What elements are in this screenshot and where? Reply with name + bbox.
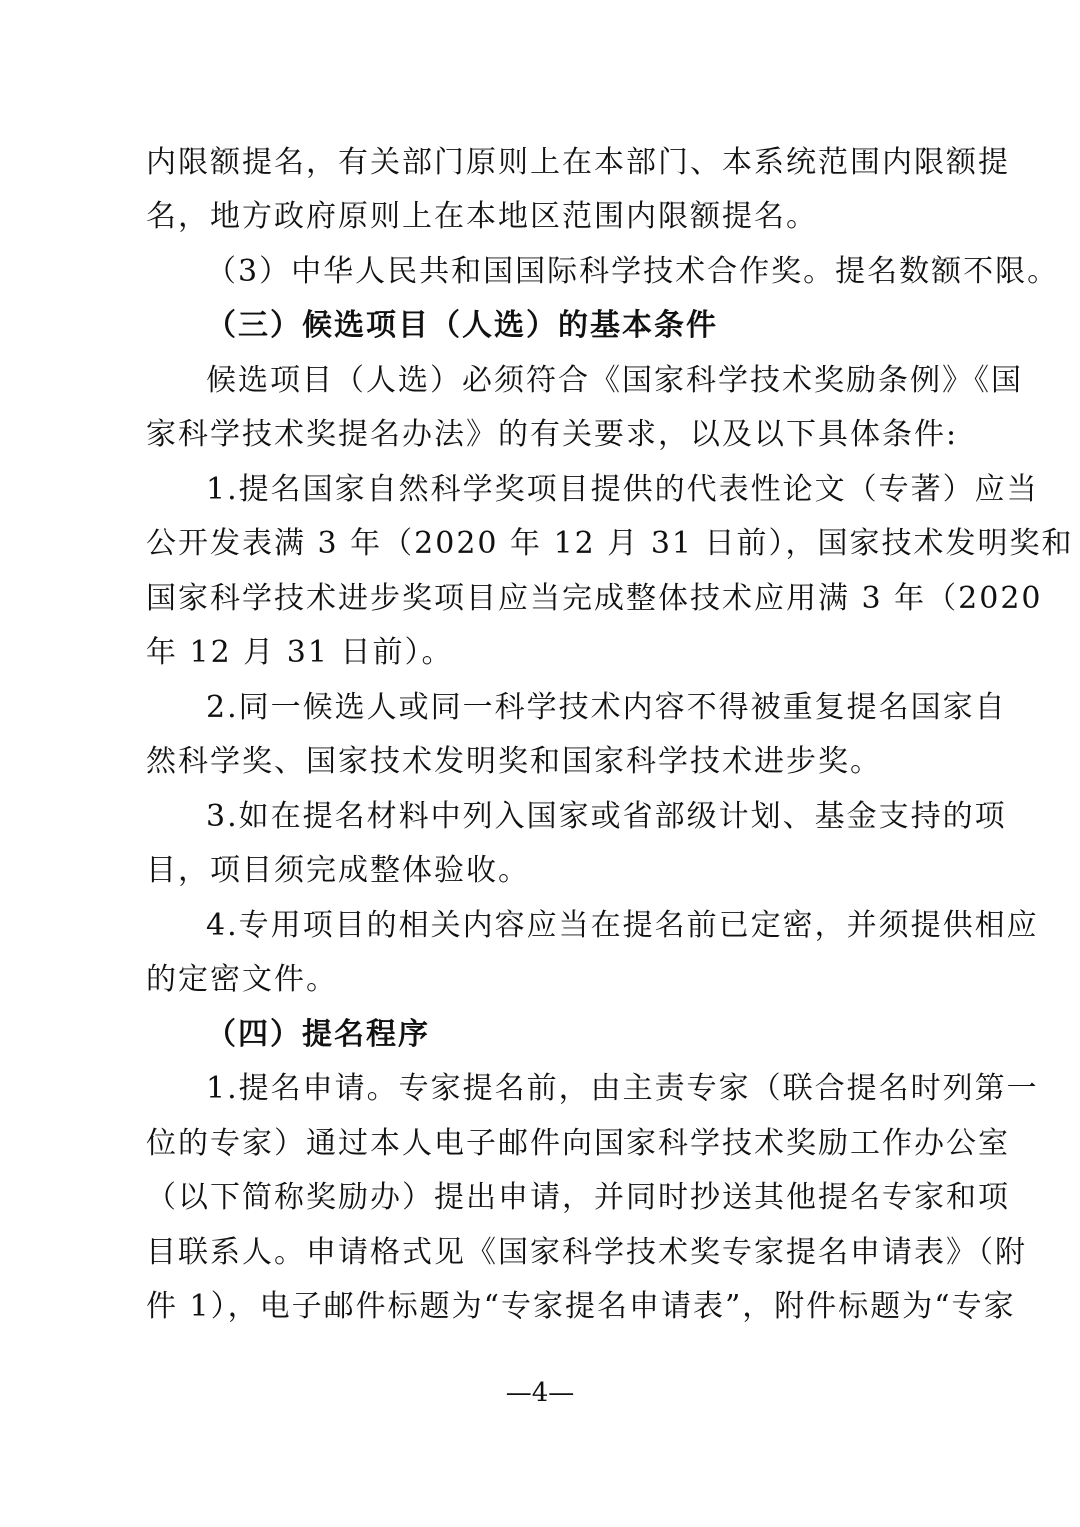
body-text-line: 年 12 月 31 日前）。 <box>146 635 454 670</box>
body-text-line: 位的专家）通过本人电子邮件向国家科学技术奖励工作办公室 <box>146 1126 1010 1161</box>
body-text-line: 件 1），电子邮件标题为“专家提名申请表”，附件标题为“专家 <box>146 1289 1016 1324</box>
body-text-line: 2.同一候选人或同一科学技术内容不得被重复提名国家自 <box>206 690 1007 725</box>
section-heading: （四）提名程序 <box>206 1017 430 1052</box>
body-text-line: （以下简称奖励办）提出申请，并同时抄送其他提名专家和项 <box>146 1180 1010 1215</box>
body-text-line: 4.专用项目的相关内容应当在提名前已定密，并须提供相应 <box>206 908 1039 943</box>
body-text-line: 国家科学技术进步奖项目应当完成整体技术应用满 3 年（2020 <box>146 581 1043 616</box>
body-text-line: 然科学奖、国家技术发明奖和国家科学技术进步奖。 <box>146 744 882 779</box>
body-text-line: 内限额提名，有关部门原则上在本部门、本系统范围内限额提 <box>146 145 1010 180</box>
body-text-line: 目，项目须完成整体验收。 <box>146 853 530 888</box>
body-text-line: 名，地方政府原则上在本地区范围内限额提名。 <box>146 199 818 234</box>
page-number: —4— <box>505 1378 575 1408</box>
body-text-line: 家科学技术奖提名办法》的有关要求，以及以下具体条件: <box>146 417 959 452</box>
body-text-line: 候选项目（人选）必须符合《国家科学技术奖励条例》《国 <box>206 363 1023 398</box>
body-text-line: （3）中华人民共和国国际科学技术合作奖。提名数额不限。 <box>206 254 1060 289</box>
body-text-line: 1.提名申请。专家提名前，由主责专家（联合提名时列第一 <box>206 1071 1039 1106</box>
body-text-line: 目联系人。申请格式见《国家科学技术奖专家提名申请表》（附 <box>146 1235 1027 1270</box>
body-text-line: 1.提名国家自然科学奖项目提供的代表性论文（专著）应当 <box>206 472 1039 507</box>
body-text-line: 3.如在提名材料中列入国家或省部级计划、基金支持的项 <box>206 799 1007 834</box>
body-text-line: 的定密文件。 <box>146 962 338 997</box>
section-heading: （三）候选项目（人选）的基本条件 <box>206 308 718 343</box>
body-text-line: 公开发表满 3 年（2020 年 12 月 31 日前），国家技术发明奖和 <box>146 526 1074 561</box>
